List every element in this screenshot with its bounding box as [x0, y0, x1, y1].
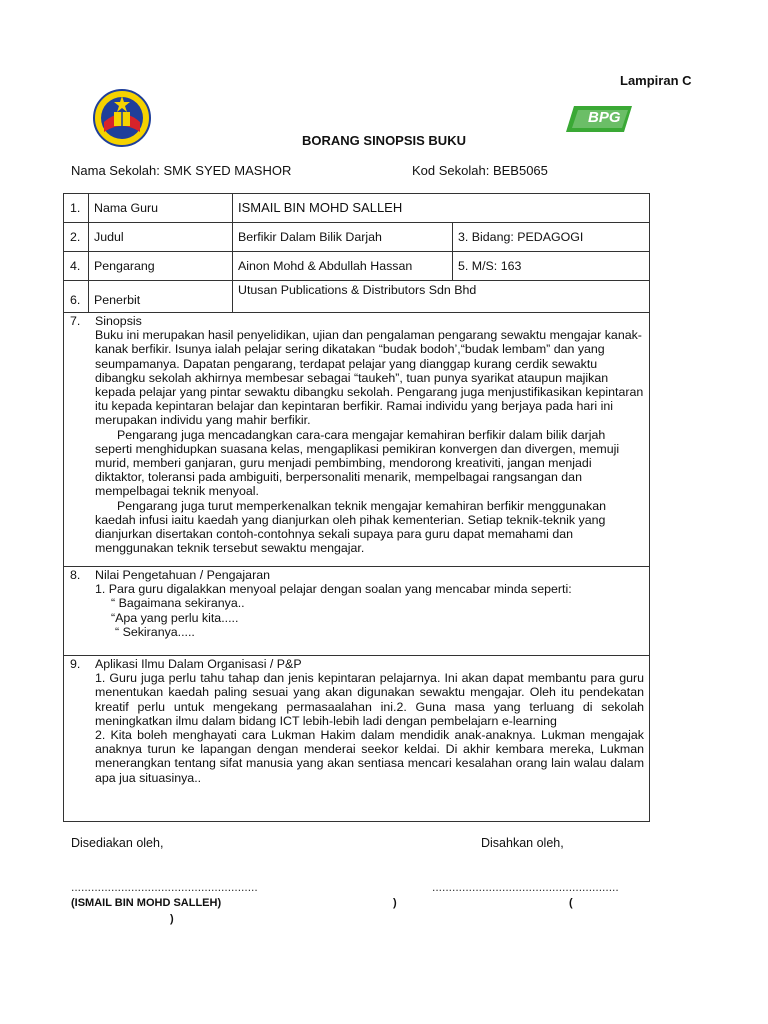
table-row	[64, 656, 650, 822]
nilai-section	[64, 567, 650, 656]
row-number: 2.	[64, 223, 89, 252]
author-value: Ainon Mohd & Abdullah Hassan	[233, 252, 453, 281]
table-row	[64, 281, 650, 313]
approved-by-label: Disahkan oleh,	[481, 836, 564, 850]
nilai-line: “ Bagaimana sekiranya..	[111, 596, 245, 611]
field-label: Judul	[89, 223, 233, 252]
school-code: Kod Sekolah: BEB5065	[412, 163, 548, 178]
prepared-by-label: Disediakan oleh,	[71, 836, 164, 850]
closing-paren: )	[170, 913, 174, 925]
synopsis-form-table	[63, 193, 650, 822]
sinopsis-paragraph: Pengarang juga turut memperkenalkan teknik mengajar kemahiran berfikir menggunakan kaedah infusi iaitu kaedah yang dianjurkan oleh pihak kementerian. Setiap teknik-teknik yang dianjurkan disertakan contoh-contohnya sekali supaya para guru dapat memahami dan menggunakan teknik tersebut sewaktu mengajar.	[95, 498, 607, 556]
aplikasi-section	[64, 656, 650, 822]
row-number: 4.	[64, 252, 89, 281]
aplikasi-body	[95, 657, 644, 785]
title-value: Berfikir Dalam Bilik Darjah	[233, 223, 453, 252]
sinopsis-body	[95, 314, 644, 555]
nilai-line: 1. Para guru digalakkan menyoal pelajar dengan soalan yang mencabar minda seperti:	[95, 582, 572, 597]
bidang-value: 3. Bidang: PEDAGOGI	[453, 223, 650, 252]
aplikasi-paragraph: 2. Kita boleh menghayati cara Lukman Hakim dalam mendidik anak-anaknya. Lukman mengajak anaknya turun ke lapangan dengan menderai seekor keldai. Di akhir kembara mereka, Lukman menerangkan tentang sifat manusia yang akan sentiasa mencari kesalahan orang lain walau dalam apa jua situasinya..	[95, 728, 645, 785]
row-number: 8.	[70, 568, 81, 582]
table-row	[64, 223, 650, 252]
school-name: Nama Sekolah: SMK SYED MASHOR	[71, 163, 292, 178]
bpg-logo	[566, 102, 632, 136]
sinopsis-paragraph: Buku ini merupakan hasil penyelidikan, ujian dan pengalaman pengarang sewaktu mengajar kanak-kanak berfikir. Isunya ialah pelajar sering dikatakan “budak bodoh’,“budak lembam” dan yang seumpamanya. Dapatan pengarang, terdapat pelajar yang dianggap kurang cerdik sewaktu dibangku sekolah akhirnya membesar sebagai “taukeh”, tuan punya syarikat ataupun majikan kepada pelajar yang pintar sewaktu dibangku sekolah. Pengarang juga menjustifikasikan kepintaran itu kepada kepintaran belajar dan kepintaran berfikir. Ramai individu yang berjaya pada hari ini merupakan individu yang mahir berfikir.	[95, 328, 644, 428]
opening-paren: (	[569, 897, 573, 909]
nilai-line: “ Sekiranya.....	[115, 624, 195, 639]
lampiran-label: Lampiran C	[620, 73, 692, 88]
form-title: BORANG SINOPSIS BUKU	[302, 133, 466, 148]
sinopsis-paragraph: Pengarang juga mencadangkan cara-cara mengajar kemahiran berfikir dalam bilik darjah seperti menghidupkan suasana kelas, mengaplikasi pemikiran konvergen dan divergen, memuji murid, memberi ganjaran, guru menjadi pembimbing, mendorong kreativiti, jangan menjadi diktaktor, toleransi pada ambiguiti, berpersonaliti menarik, mempelbagai rangsangan dan mempelbagai teknik menyoal.	[95, 427, 620, 499]
field-label: Pengarang	[89, 252, 233, 281]
closing-paren: )	[393, 897, 397, 909]
table-row	[64, 313, 650, 567]
teacher-name-value: ISMAIL BIN MOHD SALLEH	[233, 194, 650, 223]
row-number: 6.	[64, 281, 89, 313]
bpg-logo-text: BPG	[588, 109, 621, 126]
section-label: Nilai Pengetahuan / Pengajaran	[95, 568, 270, 582]
field-label: Penerbit	[89, 281, 233, 313]
row-number: 7.	[70, 314, 81, 328]
table-row	[64, 567, 650, 656]
section-label: Aplikasi Ilmu Dalam Organisasi / P&P	[95, 657, 302, 671]
field-label: Nama Guru	[89, 194, 233, 223]
pages-value: 5. M/S: 163	[453, 252, 650, 281]
preparer-name: (ISMAIL BIN MOHD SALLEH)	[71, 897, 222, 909]
table-row	[64, 194, 650, 223]
signature-line-left: ........................................................	[71, 880, 258, 894]
sinopsis-section	[64, 313, 650, 567]
nilai-body	[95, 568, 644, 639]
row-number: 9.	[70, 657, 81, 671]
publisher-value: Utusan Publications & Distributors Sdn Bhd	[233, 281, 650, 313]
row-number: 1.	[64, 194, 89, 223]
section-label: Sinopsis	[95, 314, 142, 328]
aplikasi-paragraph: 1. Guru juga perlu tahu tahap dan jenis kepintaran pelajarnya. Ini akan dapat membantu para guru menentukan kaedah paling sesuai yang akan digunakan sewaktu mengajar. Oleh itu pendekatan kreatif perlu untuk mengekang permasaalahan ini.2. Guna masa yang terluang di sekolah meningkatkan ilmu dalam bidang ICT lebih-lebih ladi dengan pembelajarn e-learning	[95, 671, 645, 728]
nilai-line: “Apa yang perlu kita.....	[111, 610, 239, 625]
table-row	[64, 252, 650, 281]
signature-line-right: ........................................................	[432, 880, 619, 894]
